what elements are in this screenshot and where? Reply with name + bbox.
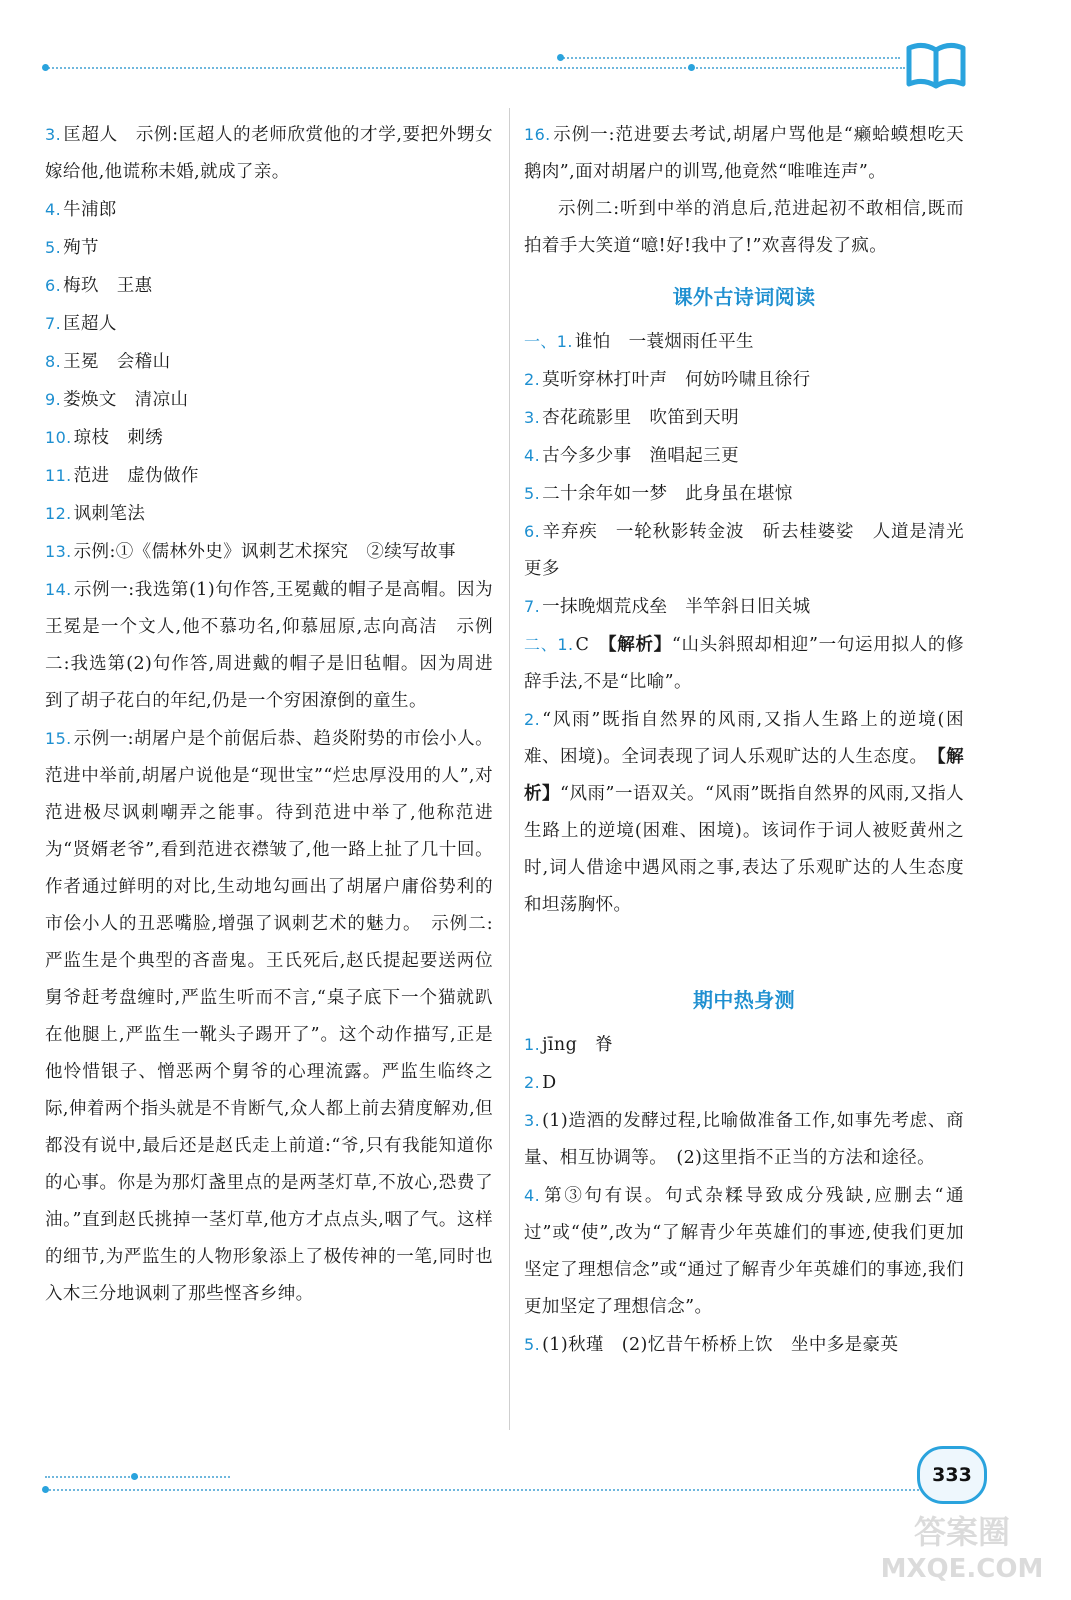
item-number: 11. bbox=[45, 466, 72, 485]
item-text: 范进 虚伪做作 bbox=[73, 466, 199, 486]
item-text: 莫听穿林打叶声 何妨吟啸且徐行 bbox=[542, 370, 811, 390]
answer-item bbox=[524, 701, 964, 924]
answer-item bbox=[524, 1026, 964, 1064]
item-text: 示例一:我选第(1)句作答,王冕戴的帽子是高帽。因为王冕是一个文人,他不慕功名,仰慕屈原,志向高洁 示例二:我选第(2)句作答,周进戴的帽子是旧毡帽。因为周进到了胡子花白的年纪,仍是一个穷困潦倒的童生。 bbox=[45, 580, 493, 711]
header-dotted-line-upper bbox=[560, 57, 900, 59]
footer-dotted-line bbox=[45, 1489, 955, 1491]
item-text: 王冕 会稽山 bbox=[63, 352, 171, 372]
watermark-logo bbox=[862, 1505, 1062, 1585]
answer-item bbox=[45, 343, 493, 381]
answer-item bbox=[524, 116, 964, 191]
answer-item bbox=[45, 381, 493, 419]
item-number: 7. bbox=[45, 314, 62, 333]
item-text: 琼枝 刺绣 bbox=[73, 428, 164, 448]
item-number: 14. bbox=[45, 580, 72, 599]
item-number: 1. bbox=[524, 1035, 541, 1054]
item-number: 一、1. bbox=[524, 332, 573, 351]
item-number: 3. bbox=[524, 1111, 541, 1130]
answer-item bbox=[524, 323, 964, 361]
item-text: jīng 脊 bbox=[542, 1035, 613, 1055]
column-divider bbox=[509, 108, 510, 1430]
answer-item bbox=[45, 116, 493, 191]
item-text: 古今多少事 渔唱起三更 bbox=[542, 446, 739, 466]
item-text: “风雨”一语双关。“风雨”既指自然界的风雨,又指人生路上的逆境(困难、困境)。该词作于词人被贬黄州之时,词人借途中遇风雨之事,表达了乐观旷达的人生态度和坦荡胸怀。 bbox=[524, 784, 964, 915]
answer-item bbox=[45, 191, 493, 229]
answer-item bbox=[524, 399, 964, 437]
item-number: 4. bbox=[524, 446, 541, 465]
svg-text:MXQE.COM: MXQE.COM bbox=[880, 1554, 1044, 1584]
item-number: 2. bbox=[524, 710, 541, 729]
open-book-icon bbox=[905, 38, 967, 90]
header-dot bbox=[688, 64, 695, 71]
item-number: 5. bbox=[524, 1335, 541, 1354]
item-number: 4. bbox=[45, 200, 62, 219]
item-text: (1)秋瑾 (2)忆昔午桥桥上饮 坐中多是豪英 bbox=[542, 1335, 899, 1355]
item-number: 13. bbox=[45, 542, 72, 561]
answer-item bbox=[524, 513, 964, 588]
item-text: 示例:①《儒林外史》讽刺艺术探究 ②续写故事 bbox=[73, 542, 456, 562]
item-number: 8. bbox=[45, 352, 62, 371]
item-number: 15. bbox=[45, 729, 72, 748]
item-text: 殉节 bbox=[63, 238, 99, 258]
item-text: D bbox=[542, 1073, 557, 1093]
item-number: 16. bbox=[524, 125, 551, 144]
item-number: 3. bbox=[524, 408, 541, 427]
section-title: 期中热身测 bbox=[693, 988, 795, 1012]
footer-dot bbox=[131, 1473, 138, 1480]
answer-item bbox=[45, 267, 493, 305]
answer-item bbox=[524, 626, 964, 701]
item-text: “山头斜照却相迎”一句运用拟人的修辞手法,不是“比喻”。 bbox=[524, 635, 964, 692]
right-column bbox=[524, 116, 964, 1364]
item-number: 6. bbox=[524, 522, 541, 541]
item-text: 示例一:范进要去考试,胡屠户骂他是“癞蛤蟆想吃天鹅肉”,面对胡屠户的训骂,他竟然“唯唯连声”。 bbox=[524, 125, 964, 182]
page-number: 333 bbox=[917, 1446, 987, 1504]
item-number: 5. bbox=[45, 238, 62, 257]
item-number: 3. bbox=[45, 125, 62, 144]
answer-item bbox=[524, 1177, 964, 1326]
svg-text:答案圈: 答案圈 bbox=[913, 1513, 1011, 1551]
item-number: 12. bbox=[45, 504, 72, 523]
item-text: 辛弃疾 一轮秋影转金波 斫去桂婆娑 人道是清光更多 bbox=[524, 522, 964, 579]
item-number: 二、1. bbox=[524, 635, 574, 654]
item-text: 谁怕 一蓑烟雨任平生 bbox=[574, 332, 754, 352]
item-text: 匡超人 示例:匡超人的老师欣赏他的才学,要把外甥女嫁给他,他谎称未婚,就成了亲。 bbox=[45, 125, 493, 182]
analysis-label: 【解析】 bbox=[607, 635, 672, 655]
answer-item bbox=[524, 475, 964, 513]
answer-item-continued: 示例二:听到中举的消息后,范进起初不敢相信,既而拍着手大笑道“噫!好!我中了!”欢喜得发了疯。 bbox=[524, 199, 964, 256]
item-text: 牛浦郎 bbox=[63, 200, 117, 220]
item-number: 7. bbox=[524, 597, 541, 616]
item-text: “风雨”既指自然界的风雨,又指人生路上的逆境(困难、困境)。全词表现了词人乐观旷达的人生态度。 bbox=[524, 710, 964, 767]
item-text: (1)造酒的发酵过程,比喻做准备工作,如事先考虑、商量、相互协调等。 (2)这里指不正当的方法和途径。 bbox=[524, 1111, 964, 1168]
item-text: 杏花疏影里 吹笛到天明 bbox=[542, 408, 739, 428]
header-dot bbox=[557, 54, 564, 61]
answer-item bbox=[45, 495, 493, 533]
item-text: 娄焕文 清凉山 bbox=[63, 390, 189, 410]
answer-item bbox=[45, 419, 493, 457]
answer-item bbox=[45, 229, 493, 267]
item-text: 第③句有误。句式杂糅导致成分残缺,应删去“通过”或“使”,改为“了解青少年英雄们的事迹,使我们更加坚定了理想信念”或“通过了解青少年英雄们的事迹,我们更加坚定了理想信念”。 bbox=[524, 1186, 964, 1317]
item-text: 讽刺笔法 bbox=[73, 504, 146, 524]
answer-item bbox=[45, 571, 493, 720]
item-number: 2. bbox=[524, 370, 541, 389]
answer-item bbox=[524, 361, 964, 399]
item-number: 6. bbox=[45, 276, 62, 295]
answer-item bbox=[45, 305, 493, 343]
left-column bbox=[45, 116, 493, 1313]
item-number: 4. bbox=[524, 1186, 541, 1205]
item-answer: C bbox=[575, 635, 590, 655]
answer-item bbox=[45, 720, 493, 1313]
header-dot bbox=[42, 64, 49, 71]
item-text: 梅玖 王惠 bbox=[63, 276, 153, 296]
section-title: 课外古诗词阅读 bbox=[672, 285, 816, 309]
answer-item bbox=[524, 588, 964, 626]
item-text: 一抹晚烟荒戍垒 半竿斜日旧关城 bbox=[542, 597, 811, 617]
answer-item bbox=[524, 1102, 964, 1177]
header-dotted-line bbox=[45, 67, 905, 69]
item-number: 10. bbox=[45, 428, 72, 447]
item-number: 5. bbox=[524, 484, 541, 503]
answer-item bbox=[45, 457, 493, 495]
answer-item bbox=[45, 533, 493, 571]
item-number: 2. bbox=[524, 1073, 541, 1092]
item-text: 匡超人 bbox=[63, 314, 117, 334]
answer-item bbox=[524, 1064, 964, 1102]
answer-item bbox=[524, 1326, 964, 1364]
footer-dot bbox=[42, 1486, 49, 1493]
answer-item bbox=[524, 437, 964, 475]
item-number: 9. bbox=[45, 390, 62, 409]
item-text: 示例一:胡屠户是个前倨后恭、趋炎附势的市侩小人。范进中举前,胡屠户说他是“现世宝”“烂忠厚没用的人”,对范进极尽讽刺嘲弄之能事。待到范进中举了,他称范进为“贤婿老爷”,看到范进衣襟皱了,他一路上扯了几十回。作者通过鲜明的对比,生动地勾画出了胡屠户庸俗势利的市侩小人的丑恶嘴脸,增强了讽刺艺术的魅力。 示例二:严监生是个典型的吝啬鬼。王氏死后,赵氏提起要送两位舅爷赶考盘缠时,严监生听而不言,“桌子底下一个猫就趴在他腿上,严监生一靴头子踢开了”。这个动作描写,正是他怜惜银子、憎恶两个舅爷的心理流露。严监生临终之际,伸着两个指头就是不肯断气,众人都上前去猜度解劝,但都没有说中,最后还是赵氏走上前道:“爷,只有我能知道你的心事。你是为那灯盏里点的是两茎灯草,不放心,恐费了油。”直到赵氏挑掉一茎灯草,他方才点点头,咽了气。这样的细节,为严监生的人物形象添上了极传神的一笔,同时也入木三分地讽刺了那些悭吝乡绅。 bbox=[45, 729, 493, 1304]
analysis-label: 【解析】 bbox=[524, 747, 964, 804]
item-text: 二十余年如一梦 此身虽在堪惊 bbox=[542, 484, 793, 504]
